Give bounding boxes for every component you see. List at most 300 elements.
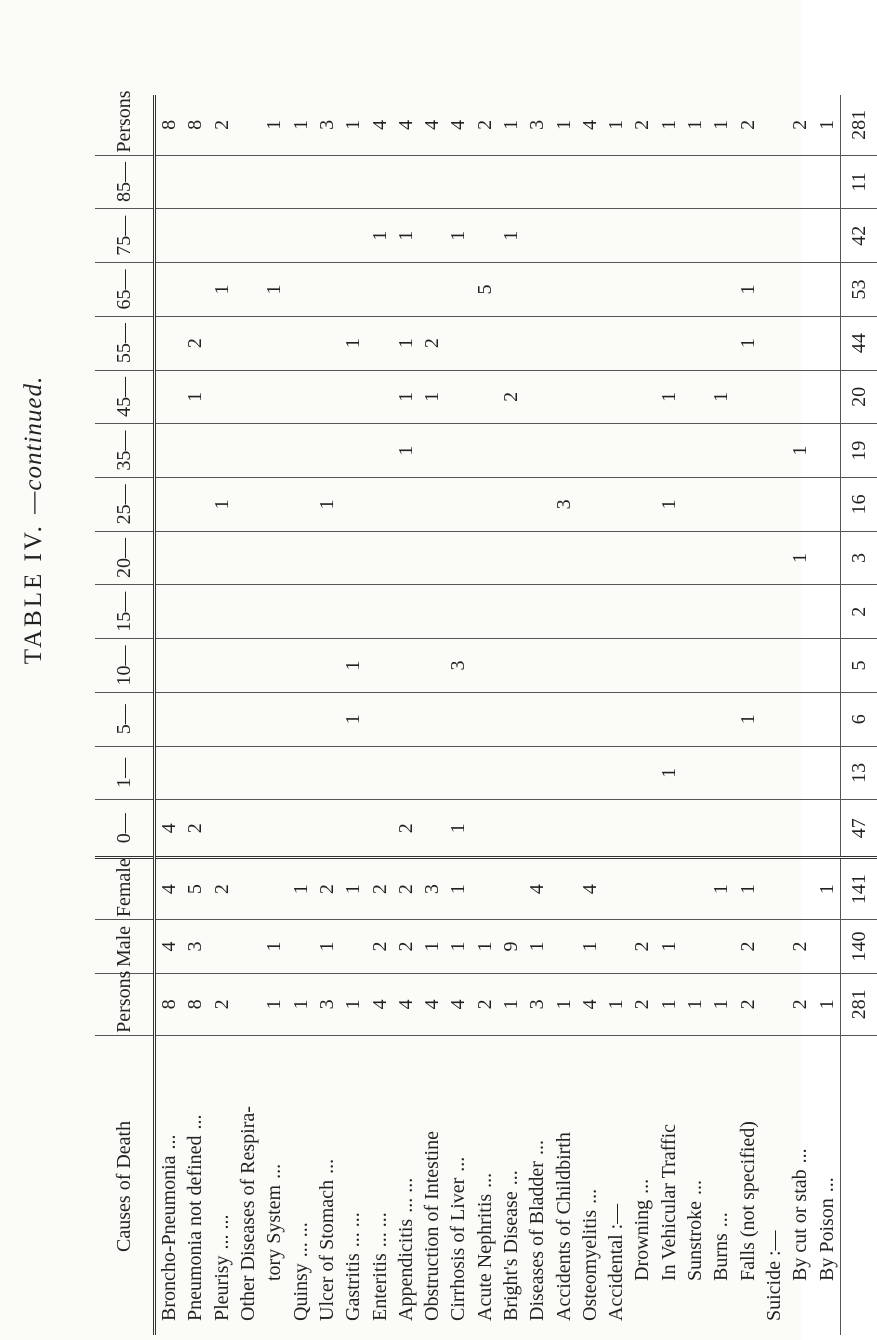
value-cell bbox=[708, 585, 734, 639]
value-cell bbox=[287, 800, 313, 858]
value-cell bbox=[366, 477, 392, 531]
value-cell: 2 bbox=[735, 95, 761, 155]
value-cell bbox=[629, 692, 655, 746]
value-cell bbox=[419, 531, 445, 585]
value-cell: 1 bbox=[550, 95, 576, 155]
value-cell: 1 bbox=[445, 209, 471, 263]
leader-dots: ... bbox=[263, 1163, 286, 1179]
value-cell bbox=[366, 746, 392, 800]
total-cell: 19 bbox=[840, 424, 877, 478]
column-header: 65— bbox=[95, 263, 155, 317]
value-cell bbox=[813, 746, 840, 800]
value-cell bbox=[787, 263, 813, 317]
column-header: 10— bbox=[95, 639, 155, 693]
value-cell bbox=[682, 209, 708, 263]
value-cell bbox=[155, 531, 183, 585]
value-cell bbox=[445, 424, 471, 478]
value-cell bbox=[472, 209, 498, 263]
value-cell bbox=[261, 424, 287, 478]
cause-name: Quinsy bbox=[289, 1263, 312, 1321]
value-cell: 4 bbox=[577, 858, 603, 920]
value-cell bbox=[314, 155, 340, 209]
table-row bbox=[603, 95, 629, 1335]
value-cell bbox=[550, 920, 576, 974]
value-cell bbox=[656, 858, 682, 920]
value-cell bbox=[629, 531, 655, 585]
cause-cell bbox=[287, 1035, 313, 1335]
value-cell: 2 bbox=[182, 800, 208, 858]
value-cell bbox=[787, 692, 813, 746]
value-cell: 2 bbox=[209, 973, 235, 1035]
value-cell: 5 bbox=[472, 263, 498, 317]
value-cell bbox=[261, 316, 287, 370]
value-cell bbox=[682, 800, 708, 858]
table-row bbox=[155, 95, 183, 1335]
total-cell: 5 bbox=[840, 639, 877, 693]
value-cell bbox=[524, 746, 550, 800]
leader-dots: ... bbox=[526, 1140, 549, 1156]
value-cell: 3 bbox=[524, 95, 550, 155]
column-header: Male bbox=[95, 920, 155, 974]
value-cell bbox=[419, 424, 445, 478]
value-cell: 3 bbox=[314, 95, 340, 155]
cause-name: Drowning bbox=[631, 1199, 654, 1281]
value-cell: 1 bbox=[708, 370, 734, 424]
value-cell bbox=[366, 692, 392, 746]
value-cell bbox=[472, 692, 498, 746]
table-row bbox=[261, 95, 287, 1335]
value-cell bbox=[550, 155, 576, 209]
cause-name: Falls (not specified) bbox=[736, 1121, 759, 1281]
value-cell bbox=[235, 858, 261, 920]
value-cell: 1 bbox=[656, 746, 682, 800]
value-cell bbox=[498, 316, 524, 370]
value-cell bbox=[629, 209, 655, 263]
cause-cell bbox=[235, 1035, 261, 1335]
value-cell bbox=[524, 370, 550, 424]
value-cell bbox=[155, 692, 183, 746]
value-cell bbox=[550, 316, 576, 370]
value-cell: 1 bbox=[287, 973, 313, 1035]
value-cell bbox=[577, 263, 603, 317]
value-cell bbox=[287, 209, 313, 263]
table-row bbox=[629, 95, 655, 1335]
value-cell bbox=[287, 639, 313, 693]
value-cell bbox=[577, 692, 603, 746]
leader-dots: ... bbox=[815, 1177, 838, 1193]
value-cell bbox=[813, 531, 840, 585]
value-cell bbox=[393, 531, 419, 585]
value-cell bbox=[603, 531, 629, 585]
value-cell bbox=[813, 692, 840, 746]
value-cell bbox=[682, 692, 708, 746]
value-cell bbox=[472, 858, 498, 920]
value-cell: 1 bbox=[498, 95, 524, 155]
cause-name: Enteritis bbox=[368, 1253, 391, 1321]
value-cell: 1 bbox=[261, 95, 287, 155]
value-cell: 1 bbox=[813, 858, 840, 920]
value-cell bbox=[603, 920, 629, 974]
value-cell bbox=[524, 209, 550, 263]
value-cell bbox=[287, 263, 313, 317]
value-cell bbox=[235, 263, 261, 317]
value-cell bbox=[708, 920, 734, 974]
value-cell: 2 bbox=[419, 316, 445, 370]
value-cell bbox=[235, 692, 261, 746]
column-header: Female bbox=[95, 858, 155, 920]
cause-name: By Poison bbox=[815, 1198, 838, 1281]
value-cell bbox=[629, 746, 655, 800]
value-cell: 4 bbox=[445, 95, 471, 155]
value-cell bbox=[314, 531, 340, 585]
value-cell: 3 bbox=[419, 858, 445, 920]
table-row bbox=[287, 95, 313, 1335]
value-cell bbox=[761, 370, 787, 424]
value-cell bbox=[235, 639, 261, 693]
cause-cell bbox=[735, 1035, 761, 1335]
value-cell bbox=[577, 424, 603, 478]
table-row bbox=[524, 95, 550, 1335]
value-cell bbox=[577, 639, 603, 693]
cause-name: Bright's Disease bbox=[500, 1191, 522, 1321]
value-cell bbox=[761, 155, 787, 209]
value-cell bbox=[656, 209, 682, 263]
column-header: 75— bbox=[95, 209, 155, 263]
value-cell bbox=[314, 316, 340, 370]
value-cell bbox=[182, 155, 208, 209]
value-cell bbox=[445, 477, 471, 531]
value-cell: 1 bbox=[656, 95, 682, 155]
value-cell: 1 bbox=[340, 858, 366, 920]
cause-cell bbox=[813, 1035, 840, 1335]
value-cell bbox=[524, 692, 550, 746]
value-cell bbox=[155, 316, 183, 370]
value-cell: 1 bbox=[813, 95, 840, 155]
value-cell bbox=[235, 973, 261, 1035]
leader-dots: ... ... bbox=[210, 1214, 233, 1250]
value-cell: 1 bbox=[787, 531, 813, 585]
value-cell bbox=[813, 920, 840, 974]
value-cell: 2 bbox=[182, 316, 208, 370]
value-cell bbox=[445, 585, 471, 639]
value-cell bbox=[314, 692, 340, 746]
column-header: 5— bbox=[95, 692, 155, 746]
value-cell: 1 bbox=[209, 477, 235, 531]
value-cell bbox=[524, 155, 550, 209]
value-cell bbox=[340, 920, 366, 974]
cause-name: By cut or stab bbox=[789, 1169, 812, 1281]
leader-dots: ... ... bbox=[342, 1212, 365, 1248]
leader-dots: ... bbox=[684, 1180, 707, 1195]
value-cell bbox=[340, 477, 366, 531]
value-cell bbox=[761, 973, 787, 1035]
leader-dots: ... bbox=[631, 1178, 654, 1194]
value-cell bbox=[682, 639, 708, 693]
value-cell bbox=[524, 424, 550, 478]
value-cell: 2 bbox=[366, 920, 392, 974]
value-cell bbox=[445, 263, 471, 317]
value-cell: 1 bbox=[682, 973, 708, 1035]
value-cell bbox=[235, 585, 261, 639]
table-row bbox=[340, 95, 366, 1335]
total-cell: 47 bbox=[840, 800, 877, 858]
cause-name: Pneumonia not defined bbox=[184, 1135, 207, 1321]
value-cell bbox=[472, 639, 498, 693]
value-cell: 1 bbox=[393, 316, 419, 370]
table-row bbox=[366, 95, 392, 1335]
value-cell bbox=[735, 155, 761, 209]
value-cell: 1 bbox=[261, 920, 287, 974]
cause-name: Accidental :— bbox=[605, 1203, 628, 1321]
value-cell bbox=[550, 639, 576, 693]
value-cell bbox=[393, 477, 419, 531]
value-cell bbox=[445, 746, 471, 800]
cause-cell bbox=[419, 1035, 445, 1335]
value-cell: 2 bbox=[366, 858, 392, 920]
value-cell bbox=[813, 155, 840, 209]
value-cell bbox=[629, 424, 655, 478]
leader-dots: ... ... bbox=[368, 1212, 391, 1248]
value-cell: 1 bbox=[603, 95, 629, 155]
cause-cell bbox=[393, 1035, 419, 1335]
value-cell bbox=[656, 800, 682, 858]
value-cell: 2 bbox=[209, 95, 235, 155]
value-cell bbox=[261, 692, 287, 746]
value-cell: 2 bbox=[629, 920, 655, 974]
value-cell bbox=[550, 800, 576, 858]
value-cell bbox=[682, 155, 708, 209]
value-cell bbox=[498, 155, 524, 209]
cause-cell bbox=[787, 1035, 813, 1335]
value-cell bbox=[550, 424, 576, 478]
value-cell bbox=[603, 209, 629, 263]
value-cell bbox=[813, 263, 840, 317]
total-cell: 281 bbox=[840, 973, 877, 1035]
cause-cell bbox=[472, 1035, 498, 1335]
total-cell: 16 bbox=[840, 477, 877, 531]
value-cell bbox=[182, 639, 208, 693]
value-cell bbox=[603, 155, 629, 209]
value-cell: 2 bbox=[629, 973, 655, 1035]
column-header: 35— bbox=[95, 424, 155, 478]
value-cell bbox=[261, 639, 287, 693]
value-cell: 1 bbox=[445, 920, 471, 974]
value-cell bbox=[393, 639, 419, 693]
totals-row bbox=[840, 95, 877, 1335]
cause-cell bbox=[261, 1035, 287, 1335]
value-cell bbox=[155, 585, 183, 639]
value-cell bbox=[761, 800, 787, 858]
value-cell bbox=[235, 316, 261, 370]
value-cell bbox=[708, 424, 734, 478]
value-cell bbox=[287, 585, 313, 639]
value-cell: 1 bbox=[550, 973, 576, 1035]
value-cell bbox=[340, 209, 366, 263]
value-cell bbox=[577, 585, 603, 639]
value-cell bbox=[340, 263, 366, 317]
value-cell: 1 bbox=[708, 95, 734, 155]
value-cell: 8 bbox=[155, 95, 183, 155]
value-cell bbox=[603, 316, 629, 370]
value-cell: 1 bbox=[656, 370, 682, 424]
value-cell: 1 bbox=[577, 920, 603, 974]
value-cell: 2 bbox=[393, 858, 419, 920]
value-cell bbox=[682, 477, 708, 531]
value-cell bbox=[419, 692, 445, 746]
value-cell bbox=[787, 585, 813, 639]
value-cell bbox=[787, 746, 813, 800]
cause-cell bbox=[366, 1035, 392, 1335]
value-cell bbox=[787, 316, 813, 370]
total-cell: 53 bbox=[840, 263, 877, 317]
value-cell bbox=[235, 800, 261, 858]
value-cell: 4 bbox=[577, 973, 603, 1035]
value-cell bbox=[577, 531, 603, 585]
value-cell: 1 bbox=[209, 263, 235, 317]
value-cell bbox=[761, 639, 787, 693]
value-cell bbox=[629, 316, 655, 370]
value-cell bbox=[603, 585, 629, 639]
value-cell: 1 bbox=[393, 370, 419, 424]
value-cell bbox=[735, 424, 761, 478]
value-cell: 8 bbox=[155, 973, 183, 1035]
value-cell: 1 bbox=[603, 973, 629, 1035]
value-cell bbox=[209, 746, 235, 800]
cause-name: Obstruction of Intestine bbox=[421, 1131, 444, 1321]
table-row bbox=[235, 95, 261, 1335]
value-cell: 1 bbox=[813, 973, 840, 1035]
value-cell bbox=[656, 316, 682, 370]
value-cell bbox=[577, 316, 603, 370]
value-cell bbox=[524, 639, 550, 693]
value-cell: 3 bbox=[524, 973, 550, 1035]
value-cell: 8 bbox=[182, 95, 208, 155]
value-cell bbox=[761, 209, 787, 263]
value-cell bbox=[735, 746, 761, 800]
value-cell bbox=[261, 746, 287, 800]
value-cell bbox=[340, 531, 366, 585]
value-cell bbox=[261, 585, 287, 639]
value-cell: 1 bbox=[287, 858, 313, 920]
cause-cell bbox=[314, 1035, 340, 1335]
value-cell bbox=[209, 316, 235, 370]
cause-cell bbox=[761, 1035, 787, 1335]
value-cell bbox=[209, 424, 235, 478]
value-cell bbox=[603, 692, 629, 746]
cause-name: Osteomyelitis bbox=[578, 1209, 601, 1321]
value-cell bbox=[708, 209, 734, 263]
value-cell bbox=[577, 477, 603, 531]
cause-cell bbox=[603, 1035, 629, 1335]
value-cell: 1 bbox=[735, 692, 761, 746]
value-cell bbox=[235, 477, 261, 531]
value-cell bbox=[314, 639, 340, 693]
value-cell bbox=[682, 746, 708, 800]
column-header: 15— bbox=[95, 585, 155, 639]
value-cell bbox=[182, 692, 208, 746]
value-cell bbox=[761, 531, 787, 585]
causes-of-death-table bbox=[95, 90, 877, 1335]
value-cell bbox=[524, 316, 550, 370]
value-cell bbox=[155, 746, 183, 800]
value-cell bbox=[314, 263, 340, 317]
value-cell bbox=[761, 746, 787, 800]
leader-dots: ... bbox=[315, 1158, 338, 1174]
value-cell bbox=[498, 858, 524, 920]
value-cell bbox=[498, 424, 524, 478]
value-cell: 4 bbox=[155, 858, 183, 920]
value-cell bbox=[287, 316, 313, 370]
value-cell bbox=[287, 155, 313, 209]
total-cell: 20 bbox=[840, 370, 877, 424]
value-cell bbox=[209, 155, 235, 209]
value-cell bbox=[656, 639, 682, 693]
value-cell bbox=[524, 800, 550, 858]
value-cell bbox=[498, 263, 524, 317]
value-cell bbox=[708, 155, 734, 209]
table-row bbox=[550, 95, 576, 1335]
totals-label-cell bbox=[840, 1035, 877, 1335]
value-cell bbox=[261, 155, 287, 209]
value-cell bbox=[498, 585, 524, 639]
value-cell: 9 bbox=[498, 920, 524, 974]
table-row bbox=[735, 95, 761, 1335]
value-cell bbox=[603, 477, 629, 531]
table-row bbox=[472, 95, 498, 1335]
value-cell bbox=[656, 692, 682, 746]
value-cell bbox=[155, 639, 183, 693]
value-cell bbox=[235, 746, 261, 800]
value-cell bbox=[445, 316, 471, 370]
value-cell bbox=[629, 370, 655, 424]
value-cell bbox=[550, 263, 576, 317]
table-row bbox=[393, 95, 419, 1335]
value-cell bbox=[155, 263, 183, 317]
value-cell bbox=[761, 585, 787, 639]
value-cell bbox=[603, 370, 629, 424]
value-cell bbox=[629, 477, 655, 531]
value-cell bbox=[393, 746, 419, 800]
value-cell bbox=[656, 585, 682, 639]
value-cell: 8 bbox=[182, 973, 208, 1035]
leader-dots: ... bbox=[789, 1148, 812, 1164]
value-cell: 1 bbox=[682, 95, 708, 155]
cause-cell bbox=[498, 1035, 524, 1335]
column-header: 55— bbox=[95, 316, 155, 370]
value-cell bbox=[366, 370, 392, 424]
value-cell bbox=[472, 155, 498, 209]
value-cell bbox=[524, 585, 550, 639]
value-cell bbox=[209, 639, 235, 693]
value-cell bbox=[366, 800, 392, 858]
value-cell: 1 bbox=[340, 95, 366, 155]
value-cell bbox=[366, 263, 392, 317]
value-cell bbox=[603, 424, 629, 478]
value-cell bbox=[314, 370, 340, 424]
value-cell bbox=[550, 746, 576, 800]
value-cell: 2 bbox=[787, 920, 813, 974]
total-cell: 2 bbox=[840, 585, 877, 639]
cause-name: Sunstroke bbox=[684, 1201, 707, 1281]
value-cell bbox=[366, 639, 392, 693]
value-cell: 2 bbox=[787, 95, 813, 155]
value-cell bbox=[550, 692, 576, 746]
value-cell bbox=[261, 800, 287, 858]
table-row bbox=[445, 95, 471, 1335]
cause-cell bbox=[550, 1035, 576, 1335]
value-cell: 2 bbox=[735, 973, 761, 1035]
title-sub: —continued. bbox=[20, 375, 47, 514]
